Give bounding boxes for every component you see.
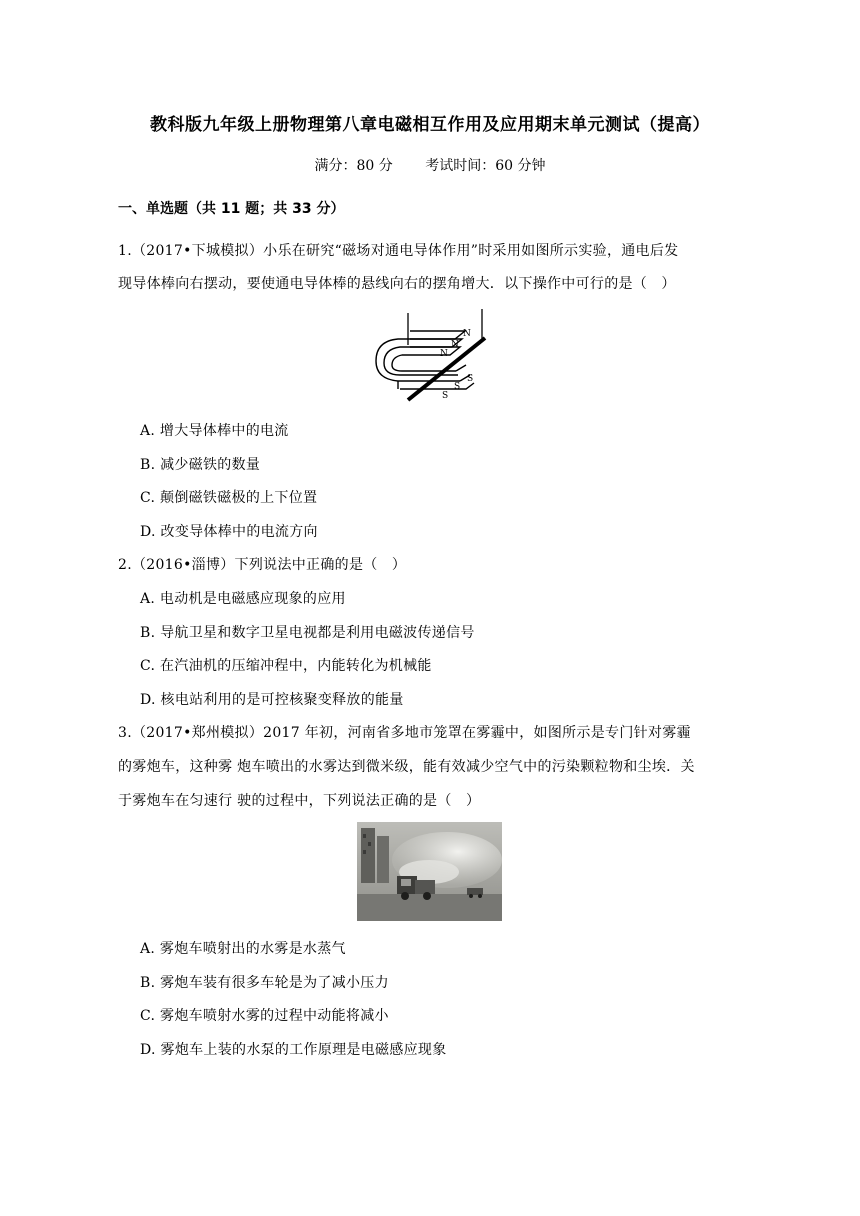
question-3-line-2: 的雾炮车，这种雾 炮车喷出的水雾达到微米级，能有效减少空气中的污染颗粒物和尘埃．关 [118, 759, 695, 775]
question-1-option-a: A. 增大导体棒中的电流 [140, 423, 289, 439]
question-2-option-b: B. 导航卫星和数字卫星电视都是利用电磁波传递信号 [140, 625, 475, 641]
pole-label-n-3: N [440, 349, 448, 359]
question-1-option-d: D. 改变导体棒中的电流方向 [140, 524, 318, 540]
magnet-conductor-figure [370, 305, 495, 405]
full-score: 满分：80 分 [314, 158, 393, 174]
question-1-option-c: C. 颠倒磁铁磁极的上下位置 [140, 490, 318, 506]
question-2-option-c: C. 在汽油机的压缩冲程中，内能转化为机械能 [140, 658, 432, 674]
pole-label-s-1: S [467, 374, 474, 384]
question-2-line-1: 2.（2016•淄博）下列说法中正确的是（ ） [118, 557, 407, 573]
pole-label-n-1: N [463, 329, 471, 339]
fog-cannon-truck-photo [357, 822, 502, 921]
question-2-option-d: D. 核电站利用的是可控核聚变释放的能量 [140, 692, 404, 708]
question-1-line-1: 1.（2017•下城模拟）小乐在研究“磁场对通电导体作用”时采用如图所示实验，通电后发 [118, 243, 679, 259]
question-3-line-1: 3.（2017•郑州模拟）2017 年初，河南省多地市笼罩在雾霾中，如图所示是专门针对雾霾 [118, 725, 691, 741]
question-3-option-b: B. 雾炮车装有很多车轮是为了减小压力 [140, 975, 389, 991]
page-title: 教科版九年级上册物理第八章电磁相互作用及应用期末单元测试（提高） [150, 115, 710, 135]
pole-label-s-2: S [454, 382, 461, 392]
exam-time: 考试时间：60 分钟 [425, 158, 546, 174]
question-2-option-a: A. 电动机是电磁感应现象的应用 [140, 591, 346, 607]
question-1-line-2: 现导体棒向右摆动，要使通电导体棒的悬线向右的摆角增大．以下操作中可行的是（ ） [118, 276, 676, 292]
question-3-option-c: C. 雾炮车喷射水雾的过程中动能将减小 [140, 1008, 389, 1024]
section-heading: 一、单选题（共 11 题；共 33 分） [118, 201, 345, 217]
question-3-option-d: D. 雾炮车上装的水泵的工作原理是电磁感应现象 [140, 1042, 447, 1058]
pole-label-n-2: N [451, 340, 459, 350]
pole-label-s-3: S [442, 391, 449, 401]
question-3-line-3: 于雾炮车在匀速行 驶的过程中，下列说法正确的是（ ） [118, 793, 481, 809]
question-3-option-a: A. 雾炮车喷射出的水雾是水蒸气 [140, 941, 346, 957]
exam-info [0, 155, 860, 175]
question-1-option-b: B. 减少磁铁的数量 [140, 457, 261, 473]
